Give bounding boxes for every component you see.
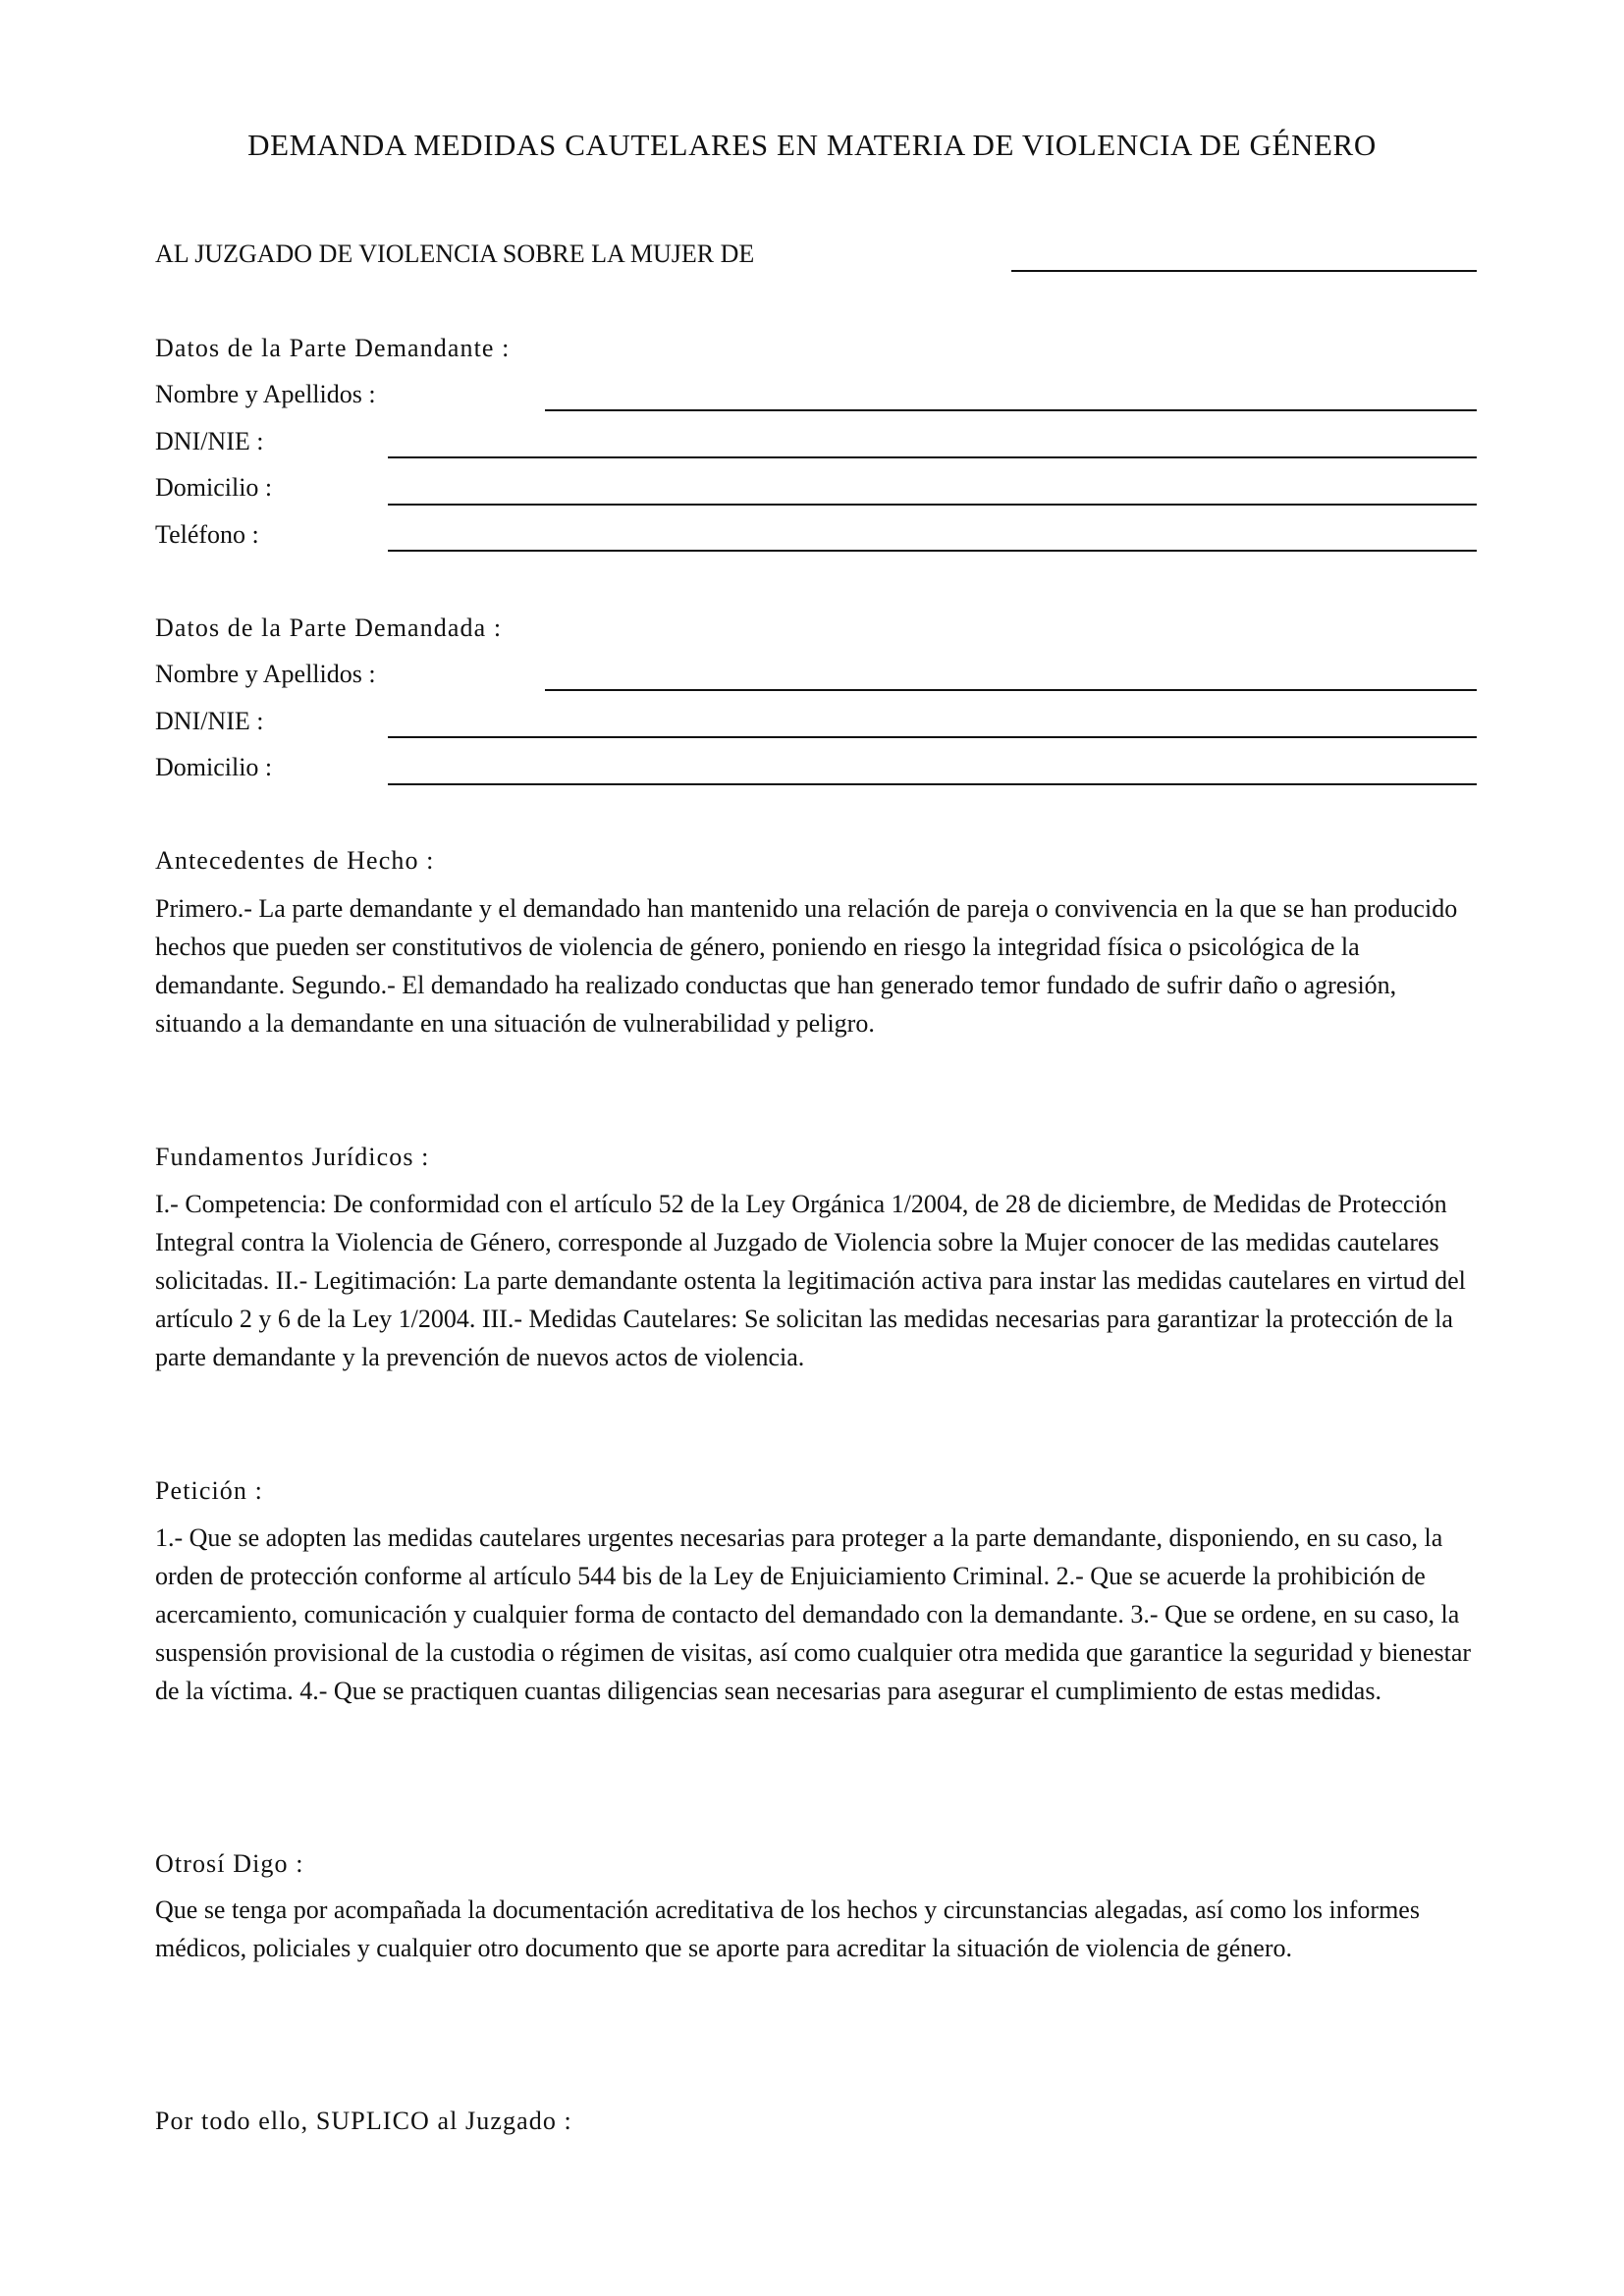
fundamentos-text: I.- Competencia: De conformidad con el artículo 52 de la Ley Orgánica 1/2004, de 28 de diciembre, de Medidas de Protección Integral contra la Violencia de Género, corresponde al Juzgado de Violencia sobre la Mujer conocer de las medidas cautelares solicitadas. II.- Legitimación: La parte demandante ostenta la legitimación activa para instar las medidas cautelares en virtud del artículo 2 y 6 de la Ley 1/2004. III.- Medidas Cautelares: Se solicitan las medidas necesarias para garantizar la protección de la parte demandante y la prevención de nuevos actos de violencia. xyxy=(155,1190,1466,1371)
court-input-line[interactable] xyxy=(1011,270,1477,272)
demandada-name-label: Nombre y Apellidos : xyxy=(155,660,376,688)
demandada-name-field[interactable] xyxy=(545,689,1477,691)
demandante-name-label: Nombre y Apellidos : xyxy=(155,380,376,408)
peticion-heading: Petición : xyxy=(155,1476,263,1505)
demandante-domicilio-label: Domicilio : xyxy=(155,473,273,502)
demandante-telefono-label: Teléfono : xyxy=(155,520,259,549)
document-title: DEMANDA MEDIDAS CAUTELARES EN MATERIA DE VIOLENCIA DE GÉNERO xyxy=(247,128,1377,162)
demandada-dni-field[interactable] xyxy=(388,736,1477,738)
demandante-heading: Datos de la Parte Demandante : xyxy=(155,334,511,362)
demandante-name-field[interactable] xyxy=(545,409,1477,411)
demandada-domicilio-label: Domicilio : xyxy=(155,753,273,781)
antecedentes-heading: Antecedentes de Hecho : xyxy=(155,846,435,875)
antecedentes-text: Primero.- La parte demandante y el demandado han mantenido una relación de pareja o convivencia en la que se han producido hechos que pueden ser constitutivos de violencia de género, poniendo en riesgo la integridad física o psicológica de la demandante. Segundo.- El demandado ha realizado conductas que han generado temor fundado de sufrir daño o agresión, situando a la demandante en una situación de vulnerabilidad y peligro. xyxy=(155,894,1458,1038)
demandante-telefono-field[interactable] xyxy=(388,550,1477,552)
court-label: AL JUZGADO DE VIOLENCIA SOBRE LA MUJER DE xyxy=(155,240,755,268)
demandada-dni-label: DNI/NIE : xyxy=(155,707,264,735)
otrosi-heading: Otrosí Digo : xyxy=(155,1849,304,1878)
demandada-domicilio-field[interactable] xyxy=(388,783,1477,785)
demandante-dni-label: DNI/NIE : xyxy=(155,427,264,455)
demandante-dni-field[interactable] xyxy=(388,456,1477,458)
closing-text: Por todo ello, SUPLICO al Juzgado : xyxy=(155,2107,572,2135)
otrosi-text: Que se tenga por acompañada la documentación acreditativa de los hechos y circunstancias alegadas, así como los informes médicos, policiales y cualquier otro documento que se aporte para acreditar la situación de violencia de género. xyxy=(155,1896,1420,1962)
peticion-text: 1.- Que se adopten las medidas cautelares urgentes necesarias para proteger a la parte demandante, disponiendo, en su caso, la orden de protección conforme al artículo 544 bis de la Ley de Enjuiciamiento Criminal. 2.- Que se acuerde la prohibición de acercamiento, comunicación y cualquier forma de contacto del demandado con la demandante. 3.- Que se ordene, en su caso, la suspensión provisional de la custodia o régimen de visitas, así como cualquier otra medida que garantice la seguridad y bienestar de la víctima. 4.- Que se practiquen cuantas diligencias sean necesarias para asegurar el cumplimiento de estas medidas. xyxy=(155,1523,1472,1705)
fundamentos-heading: Fundamentos Jurídicos : xyxy=(155,1143,430,1171)
demandada-heading: Datos de la Parte Demandada : xyxy=(155,614,503,642)
demandante-domicilio-field[interactable] xyxy=(388,504,1477,506)
